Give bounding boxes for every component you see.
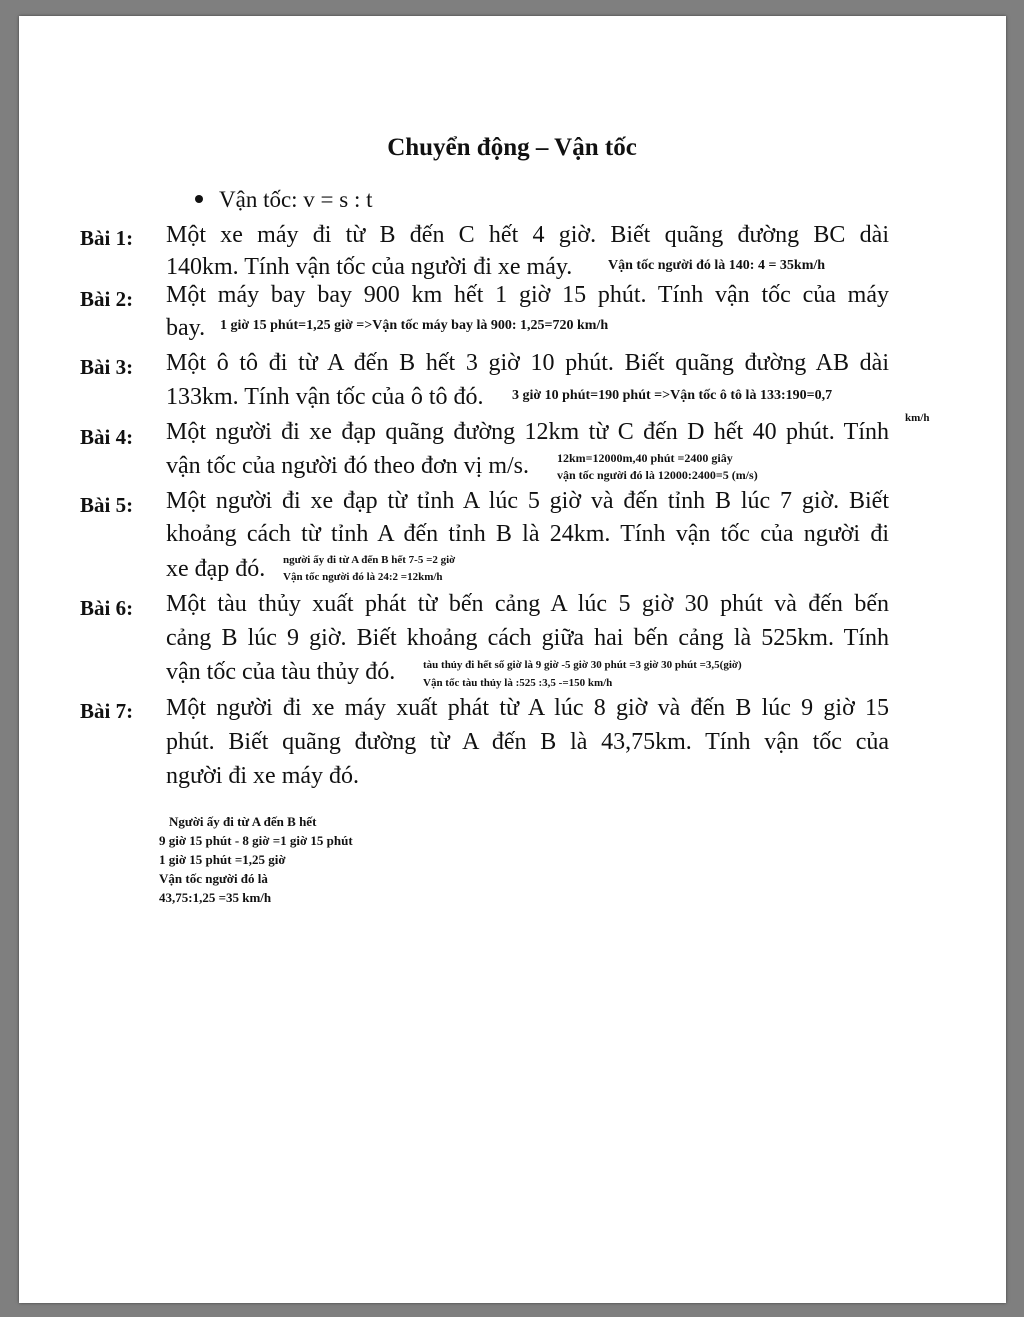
problem-1-line-1: Một xe máy đi từ B đến C hết 4 giờ. Biết quãng đường BC dài: [166, 222, 889, 248]
problem-1-label: Bài 1:: [80, 226, 134, 250]
problem-2-line-2: bay.: [166, 315, 206, 341]
problem-5-label: Bài 5:: [80, 493, 134, 517]
problem-5-answer-line-2: Vận tốc người đó là 24:2 =12km/h: [283, 571, 443, 583]
problem-7-answer-line-5: 43,75:1,25 =35 km/h: [159, 890, 272, 905]
problem-5-answer-line-1: người ấy đi từ A đến B hết 7-5 =2 giờ: [283, 554, 456, 566]
problem-7-answer-line-2: 9 giờ 15 phút - 8 giờ =1 giờ 15 phút: [159, 833, 353, 848]
problem-6-line-3: vận tốc của tàu thủy đó.: [166, 659, 396, 685]
problem-4-answer-line-1: 12km=12000m,40 phút =2400 giây: [557, 451, 733, 465]
problem-6-line-1: Một tàu thủy xuất phát từ bến cảng A lúc 5 giờ 30 phút và đến bến: [166, 591, 889, 617]
problem-5-line-1: Một người đi xe đạp từ tỉnh A lúc 5 giờ và đến tỉnh B lúc 7 giờ. Biết: [166, 488, 889, 514]
problem-5-line-3: xe đạp đó.: [166, 556, 266, 582]
problem-7-answer: [159, 812, 353, 907]
problem-3-answer: 3 giờ 10 phút=190 phút =>Vận tốc ô tô là 133:190=0,7: [512, 388, 833, 403]
problem-7-answer-line-4: Vận tốc người đó là: [159, 871, 268, 886]
problem-2-line-1: Một máy bay bay 900 km hết 1 giờ 15 phút. Tính vận tốc của máy: [166, 282, 889, 308]
problem-7-line-1: Một người đi xe máy xuất phát từ A lúc 8 giờ và đến B lúc 9 giờ 15: [166, 695, 889, 721]
problem-4-line-1: Một người đi xe đạp quãng đường 12km từ C đến D hết 40 phút. Tính: [166, 419, 889, 445]
problem-4-answer-line-2: vận tốc người đó là 12000:2400=5 (m/s): [557, 468, 758, 482]
problem-3-label: Bài 3:: [80, 355, 134, 379]
problem-6-label: Bài 6:: [80, 596, 134, 620]
problem-7-line-3: người đi xe máy đó.: [166, 763, 360, 789]
bullet-dot-icon: [195, 195, 203, 203]
problem-1-answer: Vận tốc người đó là 140: 4 = 35km/h: [608, 258, 826, 273]
problem-3-line-2: 133km. Tính vận tốc của ô tô đó.: [166, 384, 484, 410]
formula-bullet: [195, 187, 373, 213]
problem-6-line-2: cảng B lúc 9 giờ. Biết khoảng cách giữa hai bến cảng là 525km. Tính: [166, 625, 889, 651]
page-title: Chuyển động – Vận tốc: [387, 134, 637, 161]
problem-6-answer-line-1: tàu thủy đi hết số giờ là 9 giờ -5 giờ 30 phút =3 giờ 30 phút =3,5(giờ): [423, 659, 742, 671]
problem-2-answer: 1 giờ 15 phút=1,25 giờ =>Vận tốc máy bay là 900: 1,25=720 km/h: [220, 318, 609, 333]
problem-3-answer-unit: km/h: [905, 412, 930, 424]
problem-1-line-2: 140km. Tính vận tốc của người đi xe máy.: [166, 254, 573, 280]
problem-7-answer-line-1: Người ấy đi từ A đến B hết: [169, 814, 317, 829]
problem-4-label: Bài 4:: [80, 425, 134, 449]
problem-5-line-2: khoảng cách từ tỉnh A đến tỉnh B là 24km. Tính vận tốc của người đi: [166, 521, 889, 547]
formula-text: Vận tốc: v = s : t: [219, 187, 373, 212]
problem-6-answer-line-2: Vận tốc tàu thủy là :525 :3,5 -=150 km/h: [423, 677, 613, 689]
problem-4-line-2: vận tốc của người đó theo đơn vị m/s.: [166, 453, 529, 479]
problem-2-label: Bài 2:: [80, 287, 134, 311]
problem-7-label: Bài 7:: [80, 699, 134, 723]
problem-7-answer-line-3: 1 giờ 15 phút =1,25 giờ: [159, 852, 286, 867]
problem-7-line-2: phút. Biết quãng đường từ A đến B là 43,75km. Tính vận tốc của: [166, 729, 889, 755]
problem-3-line-1: Một ô tô đi từ A đến B hết 3 giờ 10 phút. Biết quãng đường AB dài: [166, 350, 889, 376]
